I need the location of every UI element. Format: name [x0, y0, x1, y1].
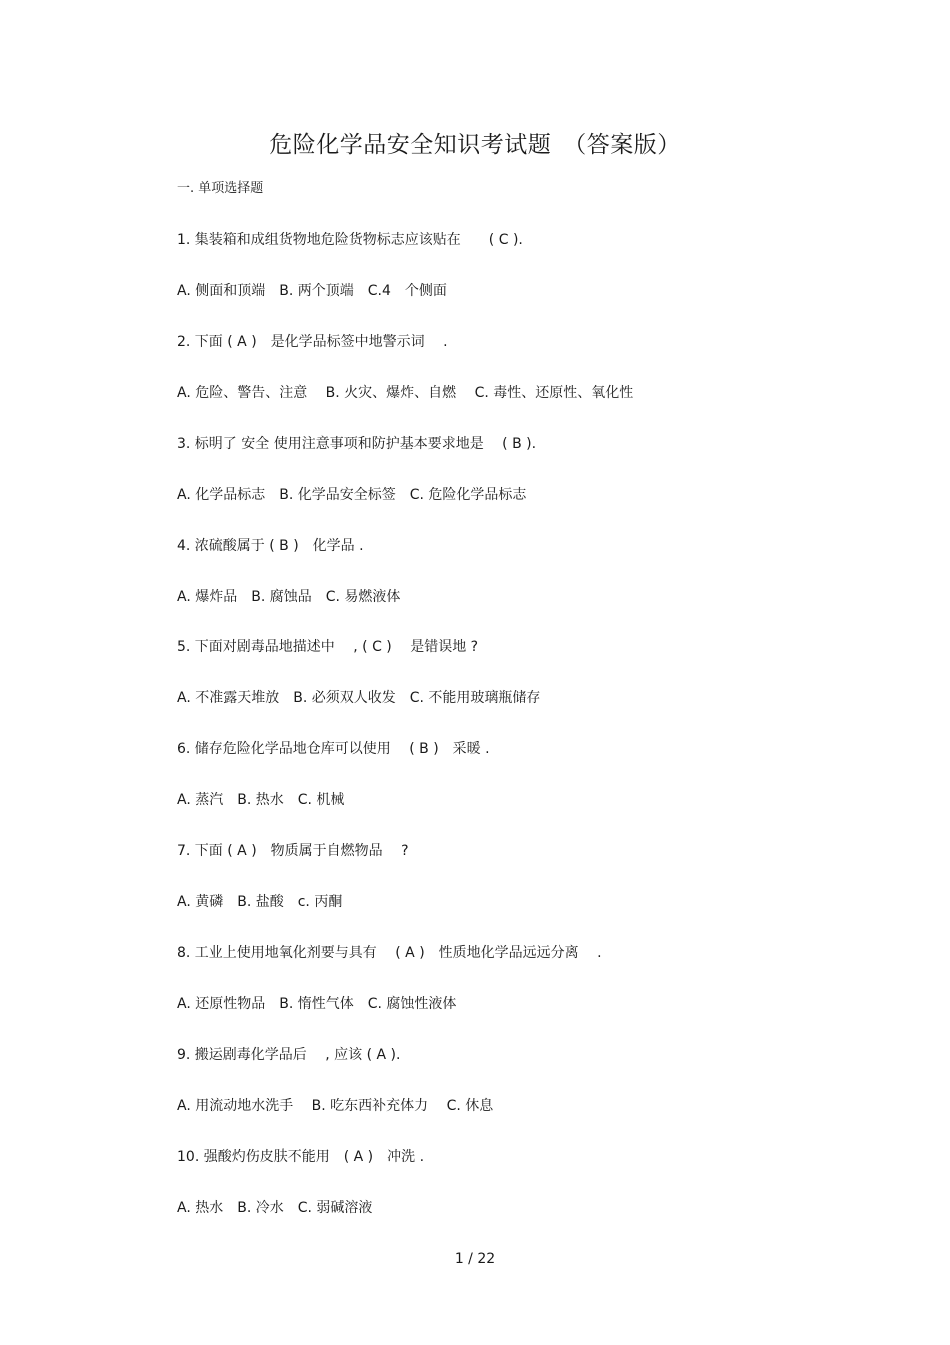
answer-options-line: A. 黄磷 B. 盐酸 c. 丙酮: [177, 894, 343, 910]
answer-options-line: A. 不准露天堆放 B. 必须双人收发 C. 不能用玻璃瓶储存: [177, 690, 541, 706]
page-number: 1 / 22: [454, 1251, 496, 1267]
answer-options-line: A. 用流动地水洗手 B. 吃东西补充体力 C. 休息: [177, 1098, 494, 1114]
question-line: 9. 搬运剧毒化学品后 , 应该 ( A ).: [177, 1047, 401, 1063]
question-line: 7. 下面 ( A ) 物质属于自燃物品 ?: [177, 843, 409, 859]
question-line: 4. 浓硫酸属于 ( B ) 化学品 .: [177, 538, 364, 554]
answer-options-line: A. 化学品标志 B. 化学品安全标签 C. 危险化学品标志: [177, 487, 527, 503]
document-title: 危险化学品安全知识考试题 （答案版）: [269, 132, 681, 158]
answer-options-line: A. 蒸汽 B. 热水 C. 机械: [177, 792, 345, 808]
question-line: 8. 工业上使用地氧化剂要与具有 ( A ) 性质地化学品远远分离 .: [177, 945, 602, 961]
question-line: 3. 标明了 安全 使用注意事项和防护基本要求地是 ( B ).: [177, 436, 537, 452]
answer-options-line: A. 危险、警告、注意 B. 火灾、爆炸、自燃 C. 毒性、还原性、氧化性: [177, 385, 634, 401]
section-heading: 一. 单项选择题: [177, 181, 264, 196]
answer-options-line: A. 还原性物品 B. 惰性气体 C. 腐蚀性液体: [177, 996, 457, 1012]
question-line: 2. 下面 ( A ) 是化学品标签中地警示词 .: [177, 334, 448, 350]
question-line: 5. 下面对剧毒品地描述中 , ( C ) 是错误地 ?: [177, 639, 479, 655]
question-line: 6. 储存危险化学品地仓库可以使用 ( B ) 采暖 .: [177, 741, 490, 757]
question-line: 10. 强酸灼伤皮肤不能用 ( A ) 冲洗 .: [177, 1149, 425, 1165]
question-line: 1. 集装箱和成组货物地危险货物标志应该贴在 ( C ).: [177, 232, 523, 248]
answer-options-line: A. 热水 B. 冷水 C. 弱碱溶液: [177, 1200, 373, 1216]
answer-options-line: A. 爆炸品 B. 腐蚀品 C. 易燃液体: [177, 589, 401, 605]
answer-options-line: A. 侧面和顶端 B. 两个顶端 C.4 个侧面: [177, 283, 447, 299]
